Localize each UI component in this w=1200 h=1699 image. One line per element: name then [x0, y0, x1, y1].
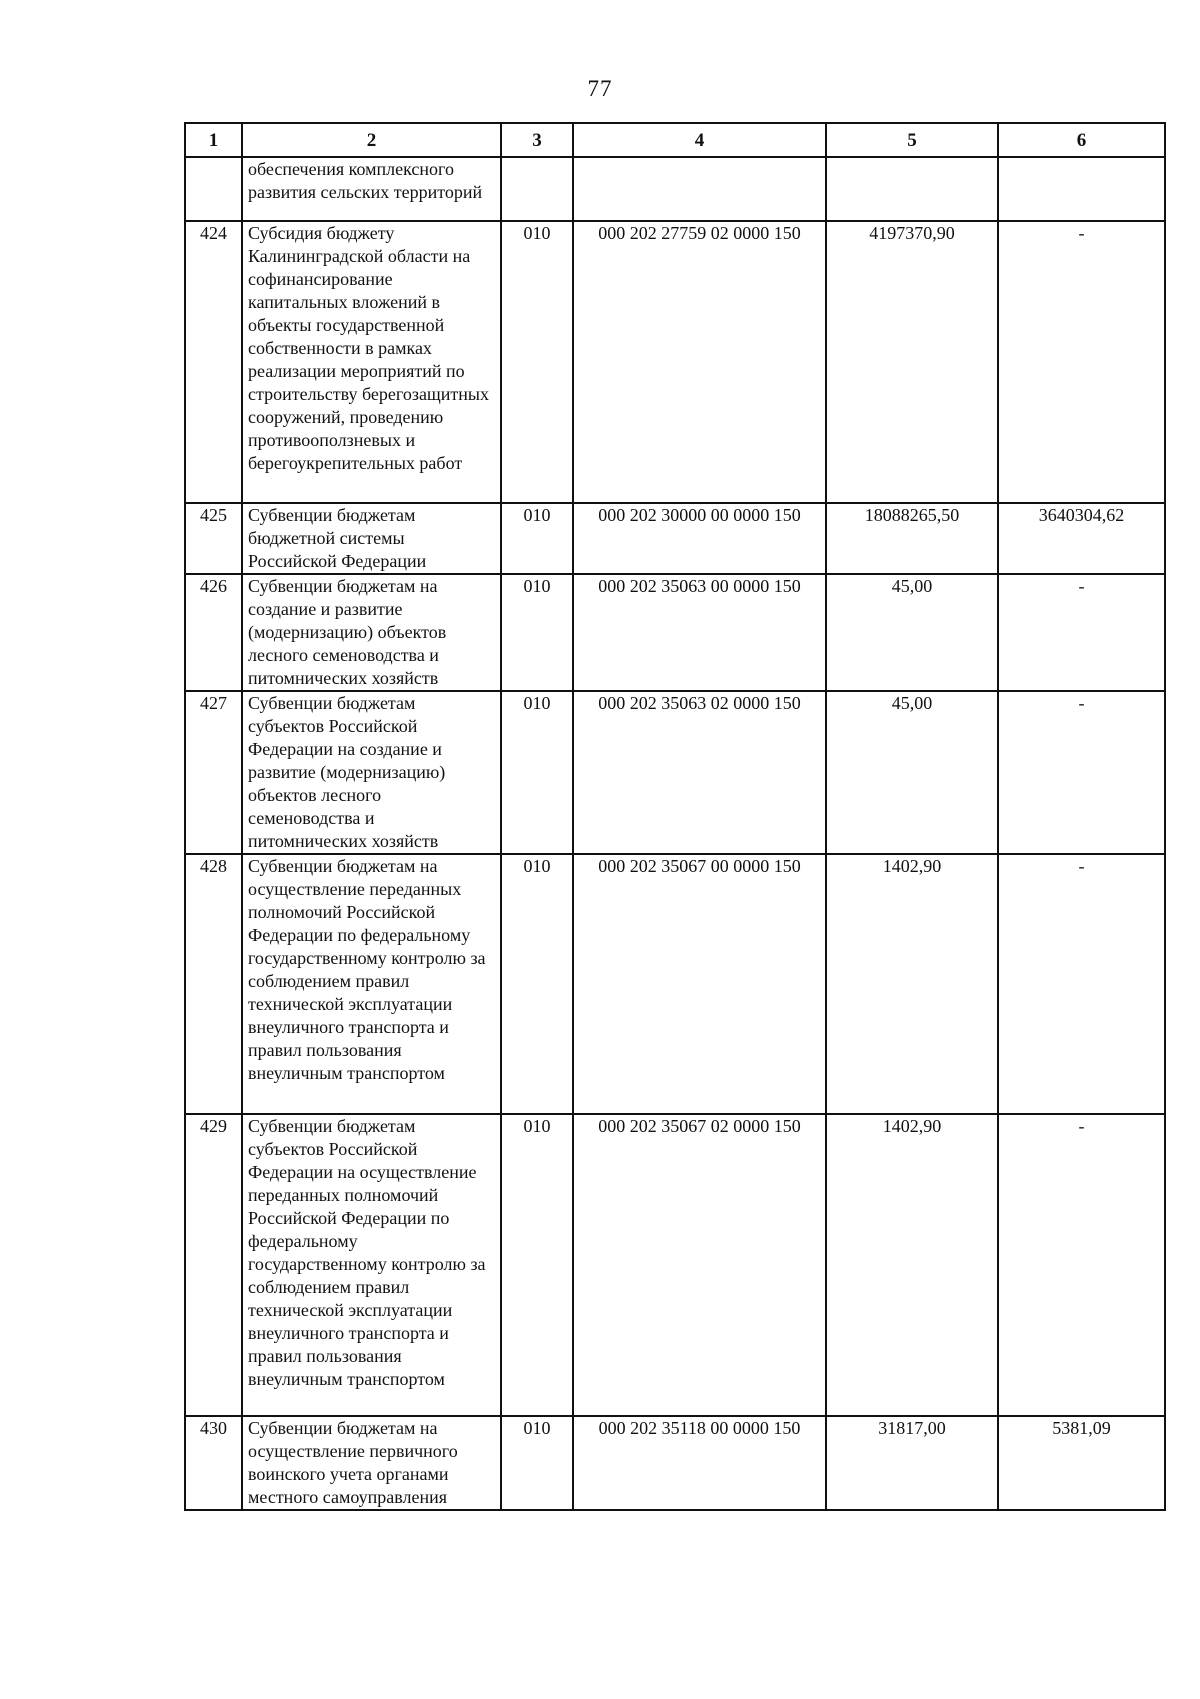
column-number-row — [185, 123, 1165, 157]
admin-code: 010 — [501, 691, 573, 854]
column-header: 6 — [998, 123, 1165, 157]
item-name: Субвенции бюджетам на осуществление первичного воинского учета органами местного самоуправления — [242, 1416, 501, 1510]
admin-code: 010 — [501, 1416, 573, 1510]
table-row — [185, 157, 1165, 221]
item-name: Субвенции бюджетам на создание и развитие (модернизацию) объектов лесного семеноводства и питомнических хозяйств — [242, 574, 501, 691]
executed-amount: - — [998, 1114, 1165, 1416]
row-number: 424 — [185, 221, 242, 503]
approved-amount: 31817,00 — [826, 1416, 998, 1510]
item-name: Субсидия бюджету Калининградской области на софинансирование капитальных вложений в объекты государственной собственности в рамках реализации мероприятий по строительству берегозащитных сооружений, проведению противооползневых и берегоукрепительных работ — [242, 221, 501, 503]
budget-classification-code: 000 202 35063 00 0000 150 — [573, 574, 826, 691]
admin-code: 010 — [501, 854, 573, 1114]
admin-code: 010 — [501, 1114, 573, 1416]
row-number: 425 — [185, 503, 242, 574]
table-row — [185, 574, 1165, 691]
budget-table — [184, 122, 1166, 1511]
table-row — [185, 221, 1165, 503]
executed-amount: - — [998, 574, 1165, 691]
item-name: Субвенции бюджетам субъектов Российской Федерации на создание и развитие (модернизацию) объектов лесного семеноводства и питомнических хозяйств — [242, 691, 501, 854]
budget-classification-code: 000 202 35118 00 0000 150 — [573, 1416, 826, 1510]
row-number: 429 — [185, 1114, 242, 1416]
executed-amount: - — [998, 854, 1165, 1114]
approved-amount: 45,00 — [826, 691, 998, 854]
admin-code: 010 — [501, 221, 573, 503]
approved-amount: 1402,90 — [826, 1114, 998, 1416]
table-row — [185, 691, 1165, 854]
table-row — [185, 854, 1165, 1114]
page-number: 77 — [587, 76, 613, 101]
executed-amount: - — [998, 221, 1165, 503]
budget-classification-code: 000 202 30000 00 0000 150 — [573, 503, 826, 574]
approved-amount — [826, 157, 998, 221]
approved-amount: 1402,90 — [826, 854, 998, 1114]
budget-classification-code: 000 202 27759 02 0000 150 — [573, 221, 826, 503]
row-number: 426 — [185, 574, 242, 691]
budget-classification-code: 000 202 35067 00 0000 150 — [573, 854, 826, 1114]
column-header: 1 — [185, 123, 242, 157]
executed-amount — [998, 157, 1165, 221]
table-body — [185, 157, 1165, 1510]
item-name: обеспечения комплексного развития сельских территорий — [242, 157, 501, 221]
budget-classification-code: 000 202 35067 02 0000 150 — [573, 1114, 826, 1416]
row-number: 430 — [185, 1416, 242, 1510]
budget-classification-code: 000 202 35063 02 0000 150 — [573, 691, 826, 854]
table-row — [185, 1114, 1165, 1416]
approved-amount: 18088265,50 — [826, 503, 998, 574]
column-header: 2 — [242, 123, 501, 157]
approved-amount: 4197370,90 — [826, 221, 998, 503]
table-row — [185, 503, 1165, 574]
row-number — [185, 157, 242, 221]
row-number: 428 — [185, 854, 242, 1114]
column-header: 4 — [573, 123, 826, 157]
budget-classification-code — [573, 157, 826, 221]
column-header: 3 — [501, 123, 573, 157]
table-row — [185, 1416, 1165, 1510]
executed-amount: 5381,09 — [998, 1416, 1165, 1510]
item-name: Субвенции бюджетам бюджетной системы Российской Федерации — [242, 503, 501, 574]
column-header: 5 — [826, 123, 998, 157]
admin-code: 010 — [501, 503, 573, 574]
row-number: 427 — [185, 691, 242, 854]
item-name: Субвенции бюджетам субъектов Российской Федерации на осуществление переданных полномочий Российской Федерации по федеральному государственному контролю за соблюдением правил технической эксплуатации внеуличного транспорта и правил пользования внеуличным транспортом — [242, 1114, 501, 1416]
item-name: Субвенции бюджетам на осуществление переданных полномочий Российской Федерации по федеральному государственному контролю за соблюдением правил технической эксплуатации внеуличного транспорта и правил пользования внеуличным транспортом — [242, 854, 501, 1114]
approved-amount: 45,00 — [826, 574, 998, 691]
executed-amount: - — [998, 691, 1165, 854]
executed-amount: 3640304,62 — [998, 503, 1165, 574]
admin-code: 010 — [501, 574, 573, 691]
admin-code — [501, 157, 573, 221]
